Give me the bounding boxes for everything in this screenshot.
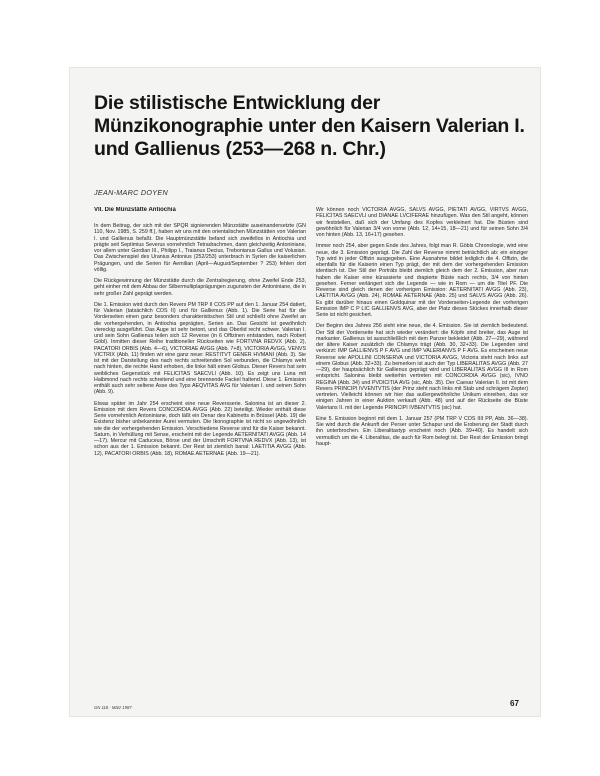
paragraph: In dem Beitrag, der sich mit der SPQR signierenden Münzstätte auseinandersetzte (GN 110, Nov. 1985, S. 259 ff.), haben wir uns mit den orientalischen Münzstätten von Valerian I. und Gallienus befaßt. Die Hauptmünzstätte befand sich zweifellos in Antiochia und prägte seit Septimius Severus vornehmlich Tetradrachmen, dann gleichzeitig Antoniniane, vor allem unter Gordian III., Philipp I., Traianus Decius, Trebonianus Gallus und Volusian. Das Zwischenspiel des Uranius Antonius (252/253) unterbrach in Syrien die kaiserlichen Prägungen, und die Serien für Aemilian (April—August/September ? 253) fehlen dort völlig. xyxy=(94,223,306,273)
left-column xyxy=(94,207,306,701)
page-number: 67 xyxy=(510,699,519,708)
paragraph: Etwas später im Jahr 254 erscheint eine neue Reversserie. Salonina ist an dieser 2. Emission mit dem Revers CONCORDIA AVGG (Abb. 22) beteiligt. Wieder enthält diese Serie vornehmlich Antoniniane, doch läßt ein Denar des Kabinetts in Brüssel (Abb. 19) die Existenz bisher unbekannter Aurei vermuten. Die Ikonographie ist nicht so ungewöhnlich wie die der vorhergehenden Emission. Verschiedene Reverse sind für die Kaiser bekannt. Saturn, in Verhüllung mit Sense, erscheint mit der Legende AETERNITATI AVGG (Abb. 14—17). Mercur mit Caduceus, Börse und der Umschrift FORTVNA REDVX (Abb. 13), ist schon aus der 1. Emission bekannt. Der Rest ist ziemlich banal: LAETITIA AVGG (Abb. 12), PACATORI ORBIS (Abb. 18), ROMAE AETERNAE (Abb. 19—21). xyxy=(94,400,306,457)
right-column xyxy=(316,207,528,701)
paragraph: Immer noch 254, aber gegen Ende des Jahres, folgt man R. Göbls Chronologie, wird eine neue, die 3. Emission geprägt. Die Zahl der Reverse nimmt beträchtlich ab: ein einziger Typ wird in jeder Offizin ausgegeben. Eine Ausnahme bildet lediglich die 4. Offizin, die ebenfalls für die Kaiserin einen Typ prägt, der mit dem der vorhergehenden Emission identisch ist. Der Stil der Porträts bleibt ziemlich gleich dem der 2. Emission, aber nun haben die Kaiser eine kürassierte und drapierte Büste nach rechts, 3/4 von hinten gesehen. Ferner verlängert sich die Legende — wie in Rom — um die Titel PF. Die Reverse sind gleich denen der vorherigen Emission: AETERNITATI AVGG (Abb. 23), LAETITIA AVGG (Abb. 24), ROMAE AETERNAE (Abb. 25) und SALVS AVGG (Abb. 26). Es gibt darüber hinaus einen Goldquinar mit der Vorderseiten-Legende der vorherigen Emission IMP C P LIC GALLIENVS AVG, aber der Platz dieses Stückes innerhalb dieser Serie ist nicht gesichert. xyxy=(316,243,528,318)
paragraph: Der Beginn des Jahres 256 sieht eine neue, die 4. Emission. Sie ist ziemlich bedeutend. Der Stil der Vorderseite hat sich wieder verändert: die Köpfe sind breiter, das Auge ist markanter. Gallienus ist ausschließlich mit dem Panzer bekleidet (Abb. 27—29), während der ältere Kaiser zusätzlich die Chlamys trägt (Abb. 30, 32+33). Die Legenden sind verkürzt: IMP GALLIENVS P F AVG und IMP VALERIANVS P F AVG. Es erscheinen neue Reverse wie APOLLINI CONSERVA und VICTORIA AVGG, Victoria steht nach links auf einem Globus (Abb. 32+33). Zu bemerken ist auch der Typ LIBERALITAS AVGG (Abb. 27—29), der hauptsächlich für Gallienus geprägt wird und LIBERALITAS AVGG III in Rom entspricht. Salonina bleibt weiterhin vertreten mit CONCORDIA AVGG (sic), IVNO REGINA (Abb. 34) und PVDICITIA AVG (sic, Abb. 35). Der Caesar Valerian II. ist mit dem Revers PRINCIPI IVVENTVTIS (der Prinz steht nach links mit Stab und schrägem Zepter) vertreten. Vielleicht können wir hier das außergewöhnliche Unikum einreihen, das vor einigen Jahren in einer Auktion verkauft (Abb. 48) und auf der Rückseite die Büste Valerians II. mit der Legende PRINCIPI IVBENTVTIS (sic) hat. xyxy=(316,323,528,411)
paragraph: Wir können noch VICTORIA AVGG, SALVS AVGG, PIETATI AVGG, VIRTVS AVGG, FELICITAS SAECVLI und DIANAE LVCIFERAE hinzufügen. Was den Stil angeht, können wir feststellen, daß sich der Umfang des Kopfes verkleinert hat. Die Büsten sind gewöhnlich für Valerian 3/4 von vorne (Abb. 12, 14+15, 18—21) und für seinen Sohn 3/4 von hinten (Abb. 13, 16+17) gesehen. xyxy=(316,207,528,238)
article-author: JEAN-MARC DOYEN xyxy=(94,188,168,197)
article-title: Die stilistische Entwicklung der Münzikonographie unter den Kaisern Valerian I. und Gallienus (253—268 n. Chr.) xyxy=(94,92,525,160)
section-heading: VII. Die Münzstätte Antiochia xyxy=(94,207,176,213)
paragraph: Eine 5. Emission beginnt mit dem 1. Januar 257 (PM TRP V COS IIII PP, Abb. 36—38). Sie wird durch die Ankunft der Perser unter Schapur und die Eroberung der Stadt durch ihn unterbrochen. Ein Liberalitastyp erscheint noch (Abb. 39+40). Es handelt sich vermutlich um die 4. Liberalitas, die auch für Rom belegt ist. Der Rest der Emission bringt haupt- xyxy=(316,415,528,447)
paragraph: Die Rückgewinnung der Münzstätte durch die Zentralregierung, ohne Zweifel Ende 253, geht einher mit dem Abbau der Silbermultiplaprägungen zugunsten der Antoniniane, die in sehr großer Zahl geprägt werden. xyxy=(94,278,306,297)
journal-reference: GN 118 · März 1987 xyxy=(94,705,132,710)
paragraph: Die 1. Emission wird durch den Revers PM TRP II COS PP auf den 1. Januar 254 datiert, für Valerian (tatsächlich COS II) und für Gallienus (Abb. 1). Die Serie hat für die Vorderseiten einen ganz besonders charakteristischen Stil und schließt ohne Zweifel an die vorhergehenden, in Antiochia geprägten, Serien an. Das Gesicht ist gewöhnlich viereckig ausgeführt. Das Auge ist sehr betont, und das Oberlid recht schwer. Valerian I. und sein Sohn Gallienus teilen sich 12 Reverse (in 6 Offizinen entstanden, nach Robert Göbl). Inmitten dieser Reihe traditioneller Rückseiten wie FORTVNA REDVX (Abb. 2), PACATORI ORBIS (Abb. 4—6), VICTORIAE AVGG (Abb. 7+8), VICTORIA AVGG, VENVS VICTRIX (Abb. 11) finden wir eine ganz neue: RESTITVT GENER HVMANI (Abb. 3). Sie ist mit der Darstellung des nach rechts schreitenden Sol verbunden, die Chlamys weht nach hinten, die rechte Hand erhoben, die linke hält einen Globus. Dieser Revers hat sein weibliches Gegenstück mit FELICITAS SAECVLI (Abb. 10). Es zeigt uns Luna mit Halbmond nach rechts schreitend und eine brennende Fackel haltend. Diese 1. Emission enthält auch sehr seltene Asse des Typs AEQVITAS AVG für Valerian I. und seinen Sohn (Abb. 9). xyxy=(94,301,306,396)
